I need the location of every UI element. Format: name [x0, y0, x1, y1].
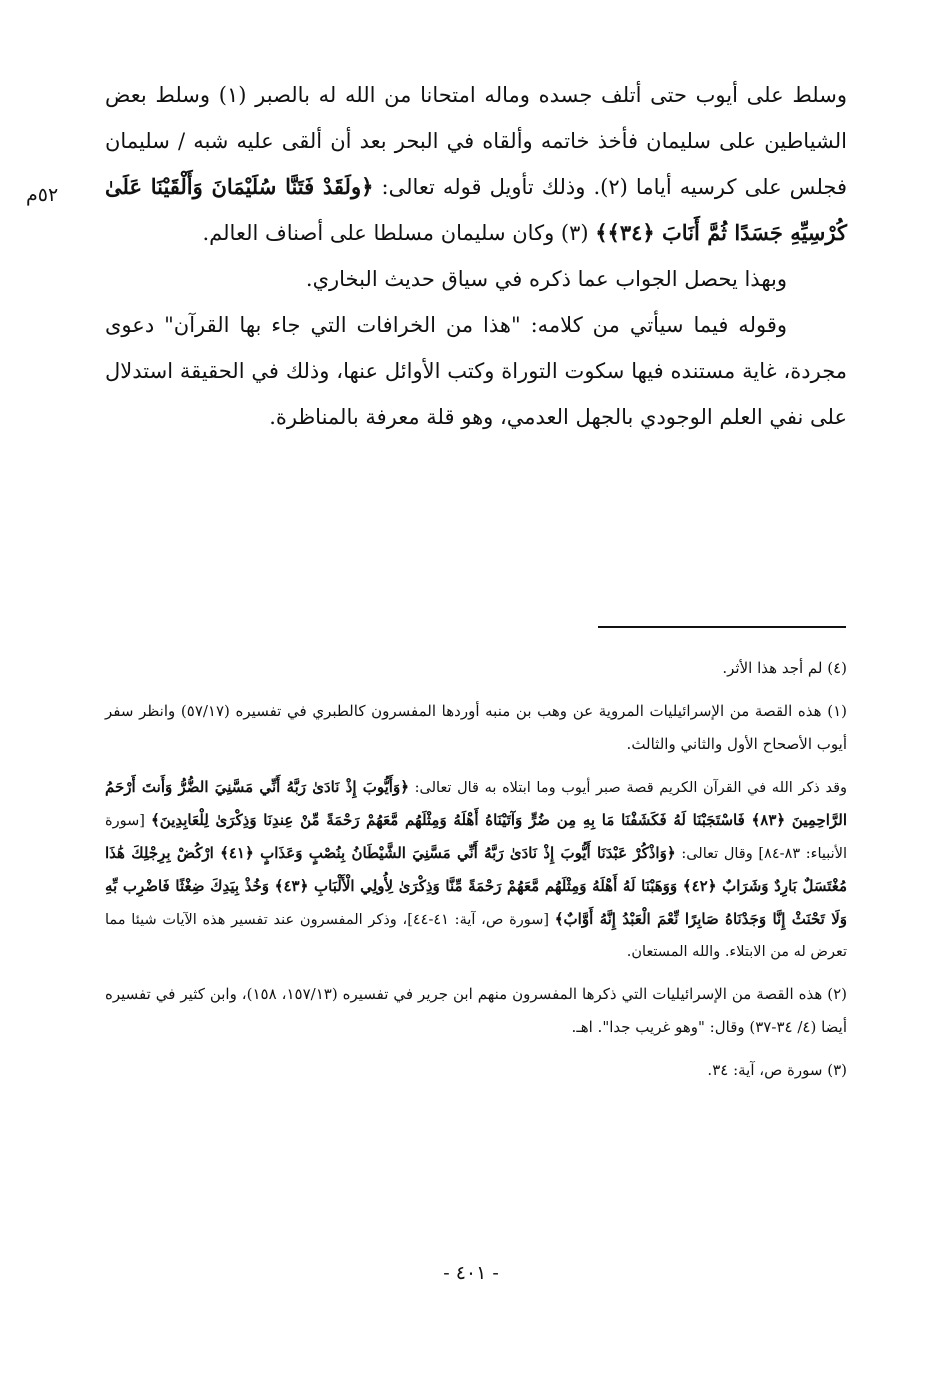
paragraph-2: وبهذا يحصل الجواب عما ذكره في سياق حديث البخاري. — [305, 267, 787, 291]
fn1-text-1: وقد ذكر الله في القرآن الكريم قصة صبر أيوب وما ابتلاه به قال تعالى: — [409, 780, 847, 796]
p1-text-d: وكان سليمان مسلطا على أصناف العالم. — [202, 221, 561, 245]
p1-text-a: وسلط على أيوب حتى أتلف جسده وماله امتحانا من الله له بالصبر — [246, 83, 847, 107]
footnote-1-continuation — [105, 771, 847, 968]
footnote-separator — [598, 626, 846, 628]
p1-text-c: . وذلك تأويل قوله تعالى: — [373, 175, 601, 199]
footnote-3: (٣) سورة ص، آية: ٣٤. — [707, 1061, 847, 1079]
footnote-4: (٤) لم أجد هذا الأثر. — [722, 659, 847, 677]
quran-verse-sad-41-44: ﴿وَاذْكُرْ عَبْدَنَا أَيُّوبَ إِذْ نَادَىٰ رَبَّهُ أَنِّي مَسَّنِيَ الشَّيْطَانُ بِنُصْبٍ وَعَذَابٍ ﴿٤١﴾ ارْكُضْ بِرِجْلِكَ هَٰذَا مُغْتَسَلٌ بَارِدٌ وَشَرَابٌ ﴿٤٢﴾ وَوَهَبْنَا لَهُ أَهْلَهُ وَمِثْلَهُم مَّعَهُمْ رَحْمَةً مِّنَّا وَذِكْرَىٰ لِأُولِي الْأَلْبَابِ ﴿٤٣﴾ وَخُذْ بِيَدِكَ ضِغْثًا فَاضْرِب بِّهِ وَلَا تَحْنَثْ إِنَّا وَجَدْنَاهُ صَابِرًا نِّعْمَ الْعَبْدُ إِنَّهُ أَوَّابٌ﴾ — [105, 844, 848, 928]
paragraph-3: وقوله فيما سيأتي من كلامه: "هذا من الخرافات التي جاء بها القرآن" دعوى مجردة، غاية مستنده فيها سكوت التوراة وكتب الأوائل عنها، وذلك في الحقيقة استدلال على نفي العلم الوجودي بالجهل العدمي، وهو قلة معرفة بالمناظرة. — [105, 313, 847, 429]
footnote-ref-2: (٢) — [600, 175, 628, 199]
margin-page-reference: ٥٢م — [26, 184, 59, 206]
page-number: - ٤٠١ - — [443, 1262, 499, 1284]
main-text — [105, 72, 847, 440]
quran-verse-anbiya-83-84: ﴿وَأَيُّوبَ إِذْ نَادَىٰ رَبَّهُ أَنِّي مَسَّنِيَ الضُّرُّ وَأَنتَ أَرْحَمُ الرَّاحِمِينَ ﴿٨٣﴾ فَاسْتَجَبْنَا لَهُ فَكَشَفْنَا مَا بِهِ مِن ضُرٍّ وَآتَيْنَاهُ أَهْلَهُ وَمِثْلَهُم مَّعَهُمْ رَحْمَةً مِّنْ عِندِنَا وَذِكْرَىٰ لِلْعَابِدِينَ﴾ — [105, 778, 847, 829]
paragraph-1 — [105, 72, 847, 256]
fn1-text-3: [سورة ص، آية: ٤١-٤٤]، وذكر المفسرون عند تفسير هذه الآيات شيئا مما تعرض له من الابتلاء. والله المستعان. — [105, 912, 847, 960]
footnote-1: (١) هذه القصة من الإسرائيليات المروية عن وهب بن منبه أوردها المفسرون كالطبري في تفسيره (٥٧/١٧) وانظر سفر أيوب الأصحاح الأول والثاني والثالث. — [105, 702, 847, 753]
footnote-2: (٢) هذه القصة من الإسرائيليات التي ذكرها المفسرون منهم ابن جرير في تفسيره (١٥٧/١٣، ١٥٨)، وابن كثير في تفسيره أيضا (٤/ ٣٤-٣٧) وقال: "وهو غريب جدا". اهـ. — [105, 985, 848, 1036]
p1-text-b: وسلط بعض الشياطين على سليمان فأخذ خاتمه وألقاه في البحر بعد أن ألقى عليه شبه / سليمان فجلس على كرسيه أياما — [105, 83, 848, 199]
footnote-ref-3: (٣) — [560, 221, 596, 245]
fn1-text-2: [سورة الأنبياء: ٨٣-٨٤] وقال تعالى: — [105, 813, 847, 862]
footnote-ref-1: (١) — [218, 83, 247, 107]
quran-verse-sad-34: ﴿ولَقَدْ فَتَنَّا سُلَيْمَانَ وَأَلْقَيْنَا عَلَىٰ كُرْسِيِّهِ جَسَدًا ثُمَّ أَنَابَ ﴿٣٤﴾﴾ — [105, 174, 847, 245]
footnotes — [105, 652, 847, 1097]
